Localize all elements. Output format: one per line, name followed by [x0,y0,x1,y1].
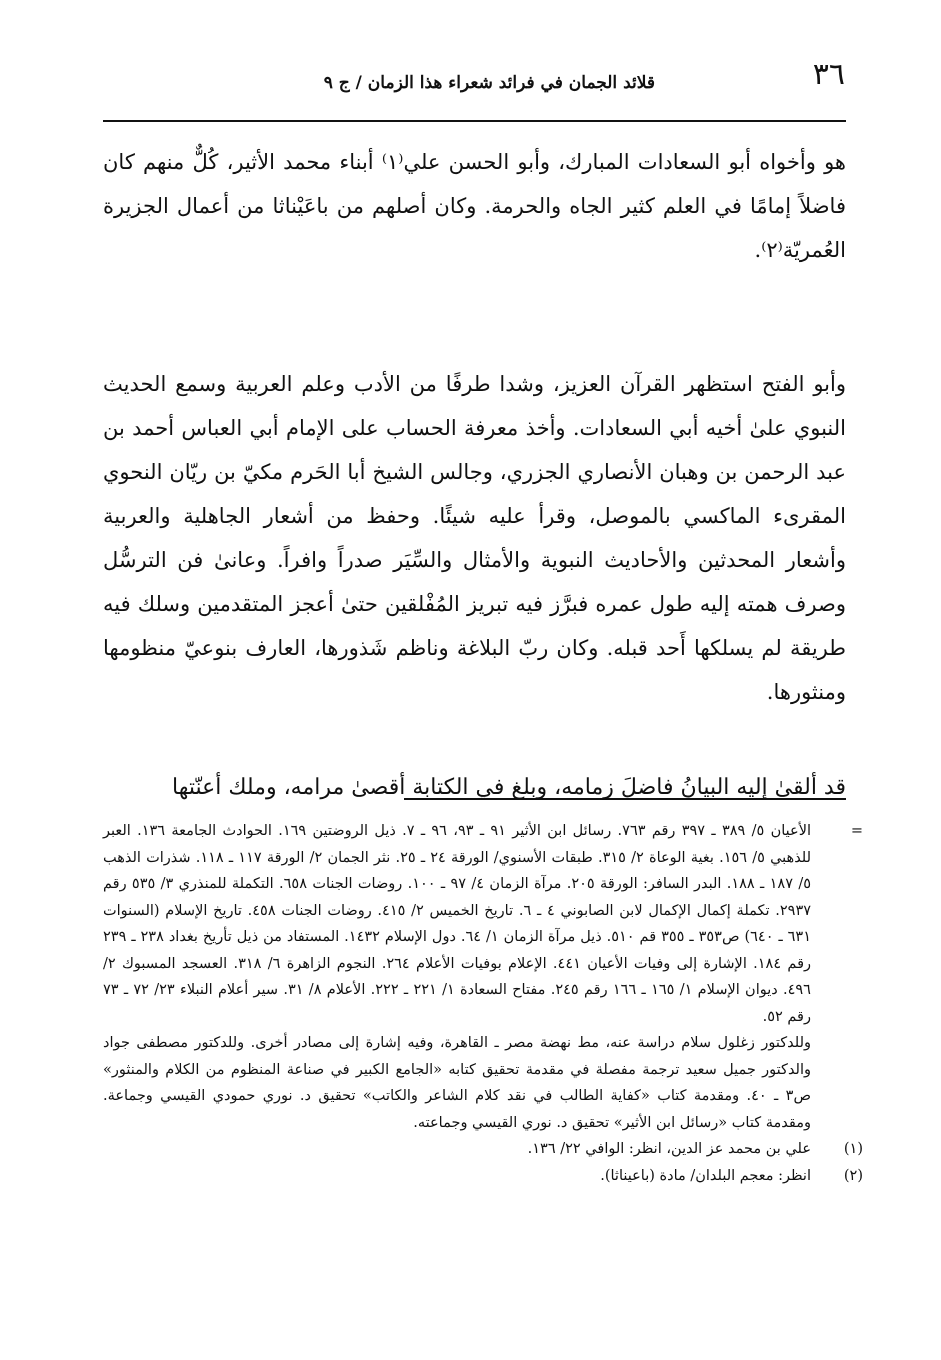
footnote-continuation [103,818,863,1030]
footnote-2-text: انظر: معجم البلدان/ مادة (باعيناثا). [600,1167,811,1184]
page-header [100,58,845,98]
footnote-continuation-text: الأعيان ٥/ ٣٨٩ ـ ٣٩٧ رقم ٧٦٣. رسائل ابن الأثير ٩١ ـ ٩٣، ٩٦ ـ ٧. ذيل الروضتين ١٦٩. الحوادث الجامعة ١٣٦. العبر للذهبي ٥/ ١٥٦. بغية الوعاة ٢/ ٣١٥. طبقات الأسنوي/ الورقة ٢٤ ـ ٢٥. نثر الجمان ٢/ الورقة ١١٧ ـ ١١٨. شذرات الذهب ٥/ ١٨٧ ـ ١٨٨. البدر السافر: الورقة ٢٠٥. مرآة الزمان ٤/ ٩٧ ـ ١٠٠. روضات الجنات ٦٥٨. التكملة للمنذري ٣/ ٥٣٥ رقم ٢٩٣٧. تكملة إكمال الإكمال لابن الصابوني ٤ ـ ٦. تاريخ الخميس ٢/ ٤١٥. روضات الجنات ٤٥٨. تاريخ الإسلام (السنوات ٦٣١ ـ ٦٤٠) ص٣٥٣ ـ ٣٥٥ قم ٥١٠. ذيل مرآة الزمان ١/ ٦٤. دول الإسلام ١٤٣٢. المستفاد من ذيل تأريخ بغداد ٢٣٨ ـ ٢٣٩ رقم ١٨٤. الإشارة إلى وفيات الأعيان ٤٤١. الإعلام بوفيات الأعلام ٢٦٤. النجوم الزاهرة ٦/ ٣١٨. العسجد المسبوك ٢/ ٤٩٦. ديوان الإسلام ١/ ١٦٥ ـ ١٦٦ رقم ٢٤٥. مفتاح السعادة ١/ ٢٢١ ـ ٢٢٢. الأعلام ٨/ ٣١. سير أعلام النبلاء ٢٣/ ٧٢ ـ ٧٣ رقم ٥٢. [103,823,812,1025]
running-title: قلائد الجمان في فرائد شعراء هذا الزمان / ج ٩ [323,73,655,93]
main-text [103,140,846,810]
page-number: ٣٦ [812,57,845,92]
footnote-rule [404,798,846,800]
footnote-extra: وللدكتور زغلول سلام دراسة عنه، مط نهضة مصر ـ القاهرة، وفيه إشارة إلى مصادر أخرى. وللدكتور مصطفى جواد والدكتور جميل سعيد ترجمة مفصلة في مقدمة تحقيق كتابه «الجامع الكبير في صناعة المنظوم من الكلام والمنثور» ص٣ ـ ٤٠. ومقدمة كتاب «كفاية الطالب في نقد كلام الشاعر والكاتب» تحقيق د. نوري حمودي القيسي وجماعة. ومقدمة كتاب «رسائل ابن الأثير» تحقيق د. نوري القيسي وجماعته. [103,1035,811,1131]
footnote-1 [103,1136,863,1163]
footnote-2-number: (٢) [843,1167,863,1184]
footnote-1-number: (١) [843,1141,863,1157]
header-rule [103,120,846,122]
footnote-2 [103,1163,863,1190]
continuation-mark: = [850,823,863,839]
paragraph-3: قد ألقىٰ إليه البيانُ فاضلَ زمامه، وبلغ في الكتابة أقصىٰ مرامه، وملك أعنّتها [172,775,846,800]
footnotes [103,818,863,1189]
paragraph-2: وأبو الفتح استظهر القرآن العزيز، وشدا طرفًا من الأدب وعلم العربية وسمع الحديث النبوي علىٰ أخيه أبي السعادات. وأخذ معرفة الحساب على الإمام أبي العباس أحمد بن عبد الرحمن بن وهبان الأنصاري الجزري، وجالس الشيخ أبا الحَرم مكيّ بن ريّان النحوي المقرىء الماكسي بالموصل، وقرأ عليه شيئًا. وحفظ من أشعار الجاهلية والعربية وأشعار المحدثين والأحاديث النبوية والأمثال والسِّيَر صدراً وافراً. وعانىٰ فن الترسُّل وصرف همته إليه طول عمره فبرَّز فيه تبريز المُفْلقين حتىٰ أعجز المتقدمين وسلك فيه طريقة لم يسلكها أَحد قبله. وكان ربّ البلاغة وناظم شَذورها، العارف بنوعيّ منظومها ومنثورها. [103,372,846,704]
footnote-1-text: علي بن محمد عز الدين، انظر: الوافي ٢٢/ ١٣٦. [527,1141,811,1157]
paragraph-1: هو وأخواه أبو السعادات المبارك، وأبو الحسن علي⁽١⁾ أبناء محمد الأثير، كُلٌّ منهم كان فاضلاً إمامًا في العلم كثير الجاه والحرمة. وكان أصلهم من باعَيْناثا من أعمال الجزيرة العُمريّة⁽٢⁾. [103,150,846,262]
